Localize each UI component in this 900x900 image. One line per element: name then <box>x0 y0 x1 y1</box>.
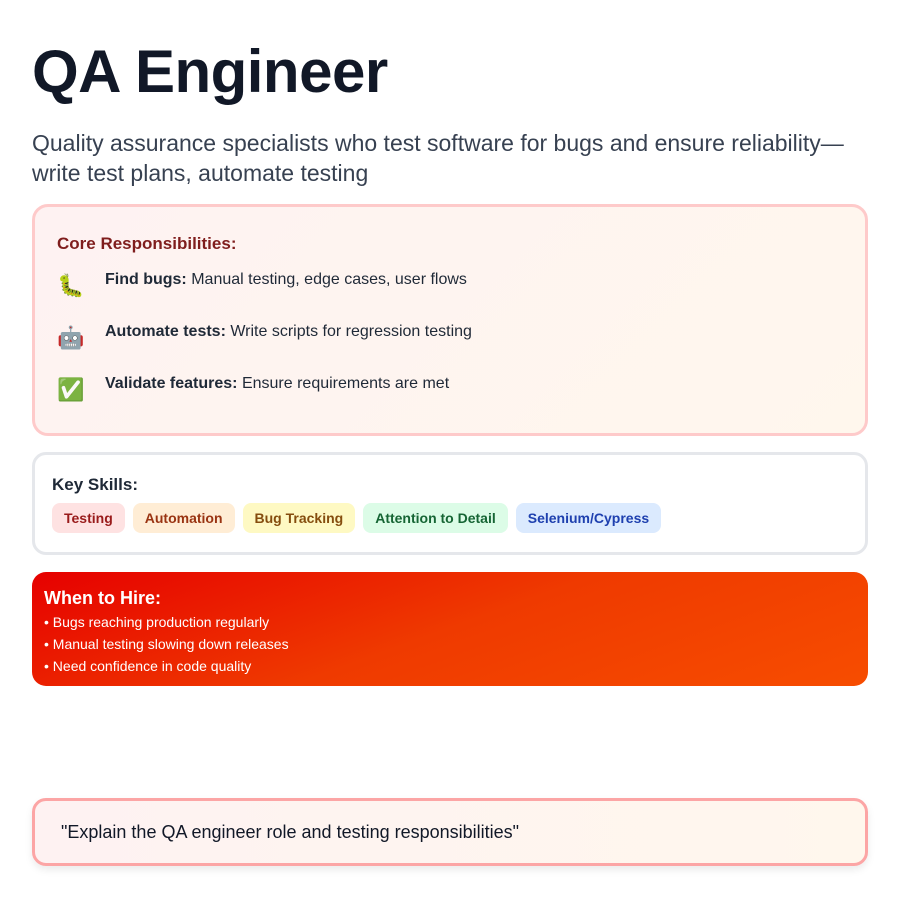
skill-tags <box>52 503 848 533</box>
key-skills-card <box>32 452 868 555</box>
check-mark-icon: ✅ <box>57 377 85 402</box>
key-skills-heading: Key Skills: <box>52 475 138 494</box>
bug-icon: 🐛 <box>57 273 85 298</box>
hire-reason-item: • Bugs reaching production regularly <box>44 614 270 630</box>
robot-icon: 🤖 <box>57 325 85 350</box>
skill-tag-automation: Automation <box>133 503 235 533</box>
responsibility-text <box>105 374 449 394</box>
prompt-box <box>32 798 868 866</box>
responsibility-item <box>57 374 843 426</box>
core-responsibilities-heading: Core Responsibilities: <box>57 234 237 253</box>
when-to-hire-heading: When to Hire: <box>44 588 161 608</box>
skill-tag-attention-to-detail: Attention to Detail <box>363 503 508 533</box>
core-responsibilities-card <box>32 204 868 436</box>
skill-tag-bug-tracking: Bug Tracking <box>243 503 356 533</box>
responsibility-text <box>105 270 467 290</box>
when-to-hire-card <box>32 572 868 686</box>
responsibility-label: Find bugs: <box>105 271 187 288</box>
responsibility-description: Ensure requirements are met <box>237 375 450 392</box>
responsibility-label: Validate features: <box>105 375 238 392</box>
prompt-text: "Explain the QA engineer role and testing responsibilities" <box>61 821 520 842</box>
skill-tag-testing: Testing <box>52 503 125 533</box>
responsibility-item <box>57 270 843 322</box>
responsibility-description: Manual testing, edge cases, user flows <box>186 271 467 288</box>
responsibility-description: Write scripts for regression testing <box>225 323 472 340</box>
page-title: QA Engineer <box>32 38 388 105</box>
responsibilities-list <box>57 270 843 426</box>
responsibility-text <box>105 322 472 342</box>
hire-reason-item: • Need confidence in code quality <box>44 658 252 674</box>
page-subtitle: Quality assurance specialists who test software for bugs and ensure reliability—write test plans, automate testing <box>32 130 844 186</box>
when-to-hire-list <box>44 611 856 677</box>
responsibility-label: Automate tests: <box>105 323 226 340</box>
responsibility-item <box>57 322 843 374</box>
hire-reason-item: • Manual testing slowing down releases <box>44 636 289 652</box>
skill-tag-selenium-cypress: Selenium/Cypress <box>516 503 661 533</box>
